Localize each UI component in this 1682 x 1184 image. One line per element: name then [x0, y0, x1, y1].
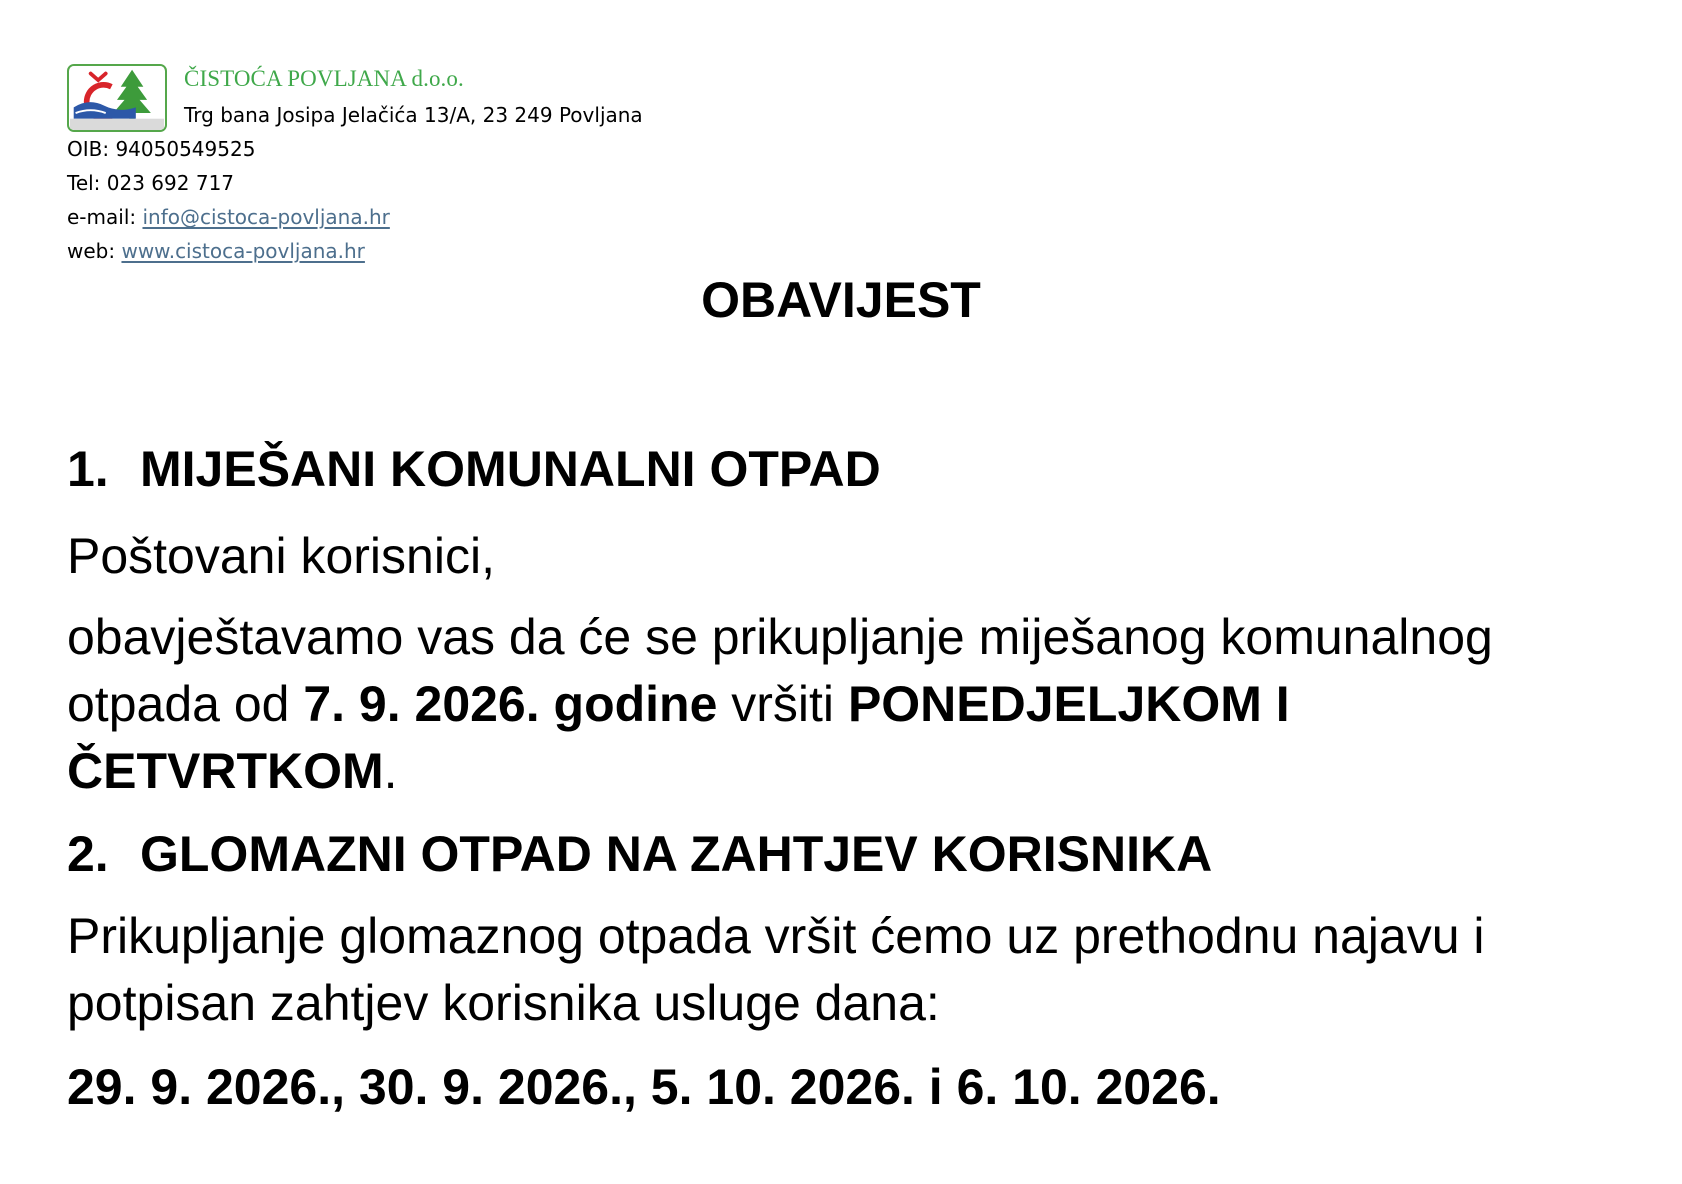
greeting: Poštovani korisnici, [67, 528, 495, 584]
company-logo [67, 64, 167, 132]
web-link[interactable]: www.cistoca-povljana.hr [121, 239, 365, 263]
notice-title: OBAVIJEST [701, 272, 981, 328]
section-1-text-part-2: vršiti [717, 676, 848, 732]
email-label: e-mail: [67, 205, 137, 229]
section-1-title: MIJEŠANI KOMUNALNI OTPAD [140, 441, 881, 497]
section-2-text: Prikupljanje glomaznog otpada vršit ćemo uz prethodnu najavu i potpisan zahtjev korisnika usluge dana: [67, 908, 1485, 1031]
section-2-heading [67, 825, 1212, 883]
section-2-number: 2. [67, 826, 109, 882]
collection-days: PONEDJELJKOM I ČETVRTKOM [67, 676, 1290, 799]
email-link[interactable]: info@cistoca-povljana.hr [142, 205, 390, 229]
web-label: web: [67, 239, 116, 263]
company-oib: OIB: 94050549525 [67, 137, 256, 161]
section-1-text-part-1: obavještavamo vas da će se prikupljanje miješanog komunalnog otpada od [67, 609, 1493, 732]
company-phone: Tel: 023 692 717 [67, 171, 235, 195]
section-1-heading [67, 440, 881, 498]
section-2-title: GLOMAZNI OTPAD NA ZAHTJEV KORISNIKA [140, 826, 1213, 882]
logo-graphic [69, 66, 165, 130]
company-email-line [67, 205, 390, 229]
start-date: 7. 9. 2026. godine [303, 676, 718, 732]
company-name: ČISTOĆA POVLJANA d.o.o. [184, 66, 464, 91]
company-web-line [67, 239, 365, 263]
section-1-number: 1. [67, 441, 109, 497]
company-address: Trg bana Josipa Jelačića 13/A, 23 249 Povljana [184, 103, 643, 127]
bulky-waste-dates: 29. 9. 2026., 30. 9. 2026., 5. 10. 2026. i 6. 10. 2026. [67, 1059, 1221, 1115]
section-1-text-part-3: . [383, 743, 398, 799]
section-1-text [67, 604, 1627, 805]
